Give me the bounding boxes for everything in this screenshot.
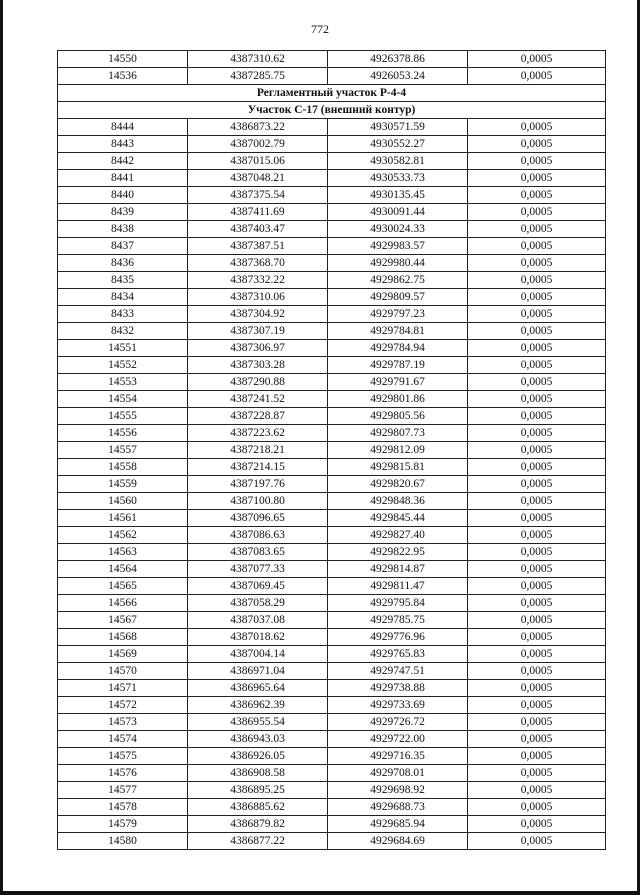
x-coordinate-cell: 4387241.52 <box>188 391 328 408</box>
point-number-cell: 14573 <box>58 714 188 731</box>
x-coordinate-cell: 4387290.88 <box>188 374 328 391</box>
accuracy-cell: 0,0005 <box>468 799 606 816</box>
table-row <box>58 612 606 629</box>
x-coordinate-cell: 4387197.76 <box>188 476 328 493</box>
table-row <box>58 527 606 544</box>
x-coordinate-cell: 4387332.22 <box>188 272 328 289</box>
x-coordinate-cell: 4387307.19 <box>188 323 328 340</box>
table-row <box>58 459 606 476</box>
table-row <box>58 476 606 493</box>
accuracy-cell: 0,0005 <box>468 816 606 833</box>
table-row <box>58 782 606 799</box>
point-number-cell: 14567 <box>58 612 188 629</box>
point-number-cell: 14568 <box>58 629 188 646</box>
y-coordinate-cell: 4929797.23 <box>328 306 468 323</box>
y-coordinate-cell: 4930571.59 <box>328 119 468 136</box>
point-number-cell: 14574 <box>58 731 188 748</box>
scan-edge-left <box>0 0 3 895</box>
y-coordinate-cell: 4929805.56 <box>328 408 468 425</box>
point-number-cell: 8436 <box>58 255 188 272</box>
accuracy-cell: 0,0005 <box>468 595 606 612</box>
y-coordinate-cell: 4926053.24 <box>328 68 468 85</box>
table-row <box>58 731 606 748</box>
x-coordinate-cell: 4387228.87 <box>188 408 328 425</box>
table-row <box>58 833 606 850</box>
point-number-cell: 14564 <box>58 561 188 578</box>
point-number-cell: 14552 <box>58 357 188 374</box>
table-row <box>58 51 606 68</box>
y-coordinate-cell: 4929776.96 <box>328 629 468 646</box>
accuracy-cell: 0,0005 <box>468 714 606 731</box>
x-coordinate-cell: 4387403.47 <box>188 221 328 238</box>
accuracy-cell: 0,0005 <box>468 187 606 204</box>
point-number-cell: 14569 <box>58 646 188 663</box>
point-number-cell: 8441 <box>58 170 188 187</box>
x-coordinate-cell: 4387387.51 <box>188 238 328 255</box>
x-coordinate-cell: 4387004.14 <box>188 646 328 663</box>
y-coordinate-cell: 4929726.72 <box>328 714 468 731</box>
table-row <box>58 646 606 663</box>
accuracy-cell: 0,0005 <box>468 68 606 85</box>
x-coordinate-cell: 4387083.65 <box>188 544 328 561</box>
point-number-cell: 14566 <box>58 595 188 612</box>
point-number-cell: 8440 <box>58 187 188 204</box>
table-row <box>58 765 606 782</box>
y-coordinate-cell: 4930091.44 <box>328 204 468 221</box>
point-number-cell: 14558 <box>58 459 188 476</box>
accuracy-cell: 0,0005 <box>468 578 606 595</box>
table-row <box>58 629 606 646</box>
point-number-cell: 14554 <box>58 391 188 408</box>
x-coordinate-cell: 4387069.45 <box>188 578 328 595</box>
table-row <box>58 289 606 306</box>
x-coordinate-cell: 4387086.63 <box>188 527 328 544</box>
y-coordinate-cell: 4930582.81 <box>328 153 468 170</box>
accuracy-cell: 0,0005 <box>468 136 606 153</box>
accuracy-cell: 0,0005 <box>468 425 606 442</box>
x-coordinate-cell: 4387048.21 <box>188 170 328 187</box>
point-number-cell: 8443 <box>58 136 188 153</box>
x-coordinate-cell: 4387058.29 <box>188 595 328 612</box>
table-row <box>58 442 606 459</box>
x-coordinate-cell: 4387037.08 <box>188 612 328 629</box>
table-row <box>58 340 606 357</box>
x-coordinate-cell: 4386971.04 <box>188 663 328 680</box>
x-coordinate-cell: 4387015.06 <box>188 153 328 170</box>
table-row <box>58 68 606 85</box>
y-coordinate-cell: 4929812.09 <box>328 442 468 459</box>
point-number-cell: 14553 <box>58 374 188 391</box>
point-number-cell: 14556 <box>58 425 188 442</box>
point-number-cell: 8438 <box>58 221 188 238</box>
y-coordinate-cell: 4929733.69 <box>328 697 468 714</box>
point-number-cell: 14565 <box>58 578 188 595</box>
point-number-cell: 8435 <box>58 272 188 289</box>
point-number-cell: 8432 <box>58 323 188 340</box>
table-row <box>58 578 606 595</box>
x-coordinate-cell: 4387285.75 <box>188 68 328 85</box>
y-coordinate-cell: 4929716.35 <box>328 748 468 765</box>
y-coordinate-cell: 4929738.88 <box>328 680 468 697</box>
accuracy-cell: 0,0005 <box>468 476 606 493</box>
y-coordinate-cell: 4929848.36 <box>328 493 468 510</box>
point-number-cell: 14579 <box>58 816 188 833</box>
point-number-cell: 14578 <box>58 799 188 816</box>
x-coordinate-cell: 4386873.22 <box>188 119 328 136</box>
x-coordinate-cell: 4387368.70 <box>188 255 328 272</box>
table-row <box>58 425 606 442</box>
accuracy-cell: 0,0005 <box>468 255 606 272</box>
y-coordinate-cell: 4929811.47 <box>328 578 468 595</box>
table-row <box>58 816 606 833</box>
accuracy-cell: 0,0005 <box>468 170 606 187</box>
point-number-cell: 14562 <box>58 527 188 544</box>
accuracy-cell: 0,0005 <box>468 629 606 646</box>
y-coordinate-cell: 4929784.94 <box>328 340 468 357</box>
accuracy-cell: 0,0005 <box>468 272 606 289</box>
accuracy-cell: 0,0005 <box>468 782 606 799</box>
y-coordinate-cell: 4929820.67 <box>328 476 468 493</box>
x-coordinate-cell: 4386943.03 <box>188 731 328 748</box>
accuracy-cell: 0,0005 <box>468 493 606 510</box>
table-row <box>58 153 606 170</box>
x-coordinate-cell: 4386908.58 <box>188 765 328 782</box>
accuracy-cell: 0,0005 <box>468 323 606 340</box>
point-number-cell: 14572 <box>58 697 188 714</box>
x-coordinate-cell: 4387303.28 <box>188 357 328 374</box>
table-row <box>58 221 606 238</box>
point-number-cell: 14536 <box>58 68 188 85</box>
table-row <box>58 561 606 578</box>
accuracy-cell: 0,0005 <box>468 731 606 748</box>
table-row <box>58 272 606 289</box>
x-coordinate-cell: 4387214.15 <box>188 459 328 476</box>
y-coordinate-cell: 4929765.83 <box>328 646 468 663</box>
accuracy-cell: 0,0005 <box>468 119 606 136</box>
coordinates-table <box>57 50 606 850</box>
point-number-cell: 8444 <box>58 119 188 136</box>
y-coordinate-cell: 4929815.81 <box>328 459 468 476</box>
table-row <box>58 680 606 697</box>
point-number-cell: 14550 <box>58 51 188 68</box>
y-coordinate-cell: 4930135.45 <box>328 187 468 204</box>
point-number-cell: 14571 <box>58 680 188 697</box>
accuracy-cell: 0,0005 <box>468 612 606 629</box>
section-title: Регламентный участок Р-4-4 <box>58 85 606 102</box>
x-coordinate-cell: 4386885.62 <box>188 799 328 816</box>
table-row <box>58 714 606 731</box>
accuracy-cell: 0,0005 <box>468 391 606 408</box>
accuracy-cell: 0,0005 <box>468 357 606 374</box>
x-coordinate-cell: 4386962.39 <box>188 697 328 714</box>
point-number-cell: 8433 <box>58 306 188 323</box>
accuracy-cell: 0,0005 <box>468 238 606 255</box>
subsection-title-row <box>58 102 606 119</box>
point-number-cell: 14557 <box>58 442 188 459</box>
accuracy-cell: 0,0005 <box>468 646 606 663</box>
y-coordinate-cell: 4926378.86 <box>328 51 468 68</box>
x-coordinate-cell: 4387306.97 <box>188 340 328 357</box>
y-coordinate-cell: 4929708.01 <box>328 765 468 782</box>
x-coordinate-cell: 4387002.79 <box>188 136 328 153</box>
x-coordinate-cell: 4387077.33 <box>188 561 328 578</box>
accuracy-cell: 0,0005 <box>468 289 606 306</box>
accuracy-cell: 0,0005 <box>468 561 606 578</box>
y-coordinate-cell: 4929785.75 <box>328 612 468 629</box>
table-row <box>58 799 606 816</box>
point-number-cell: 14577 <box>58 782 188 799</box>
section-title-row <box>58 85 606 102</box>
table-row <box>58 408 606 425</box>
accuracy-cell: 0,0005 <box>468 697 606 714</box>
table-row <box>58 204 606 221</box>
point-number-cell: 14576 <box>58 765 188 782</box>
x-coordinate-cell: 4387096.65 <box>188 510 328 527</box>
y-coordinate-cell: 4929791.67 <box>328 374 468 391</box>
y-coordinate-cell: 4929814.87 <box>328 561 468 578</box>
y-coordinate-cell: 4930552.27 <box>328 136 468 153</box>
accuracy-cell: 0,0005 <box>468 442 606 459</box>
table-row <box>58 510 606 527</box>
point-number-cell: 14580 <box>58 833 188 850</box>
y-coordinate-cell: 4929801.86 <box>328 391 468 408</box>
point-number-cell: 14560 <box>58 493 188 510</box>
y-coordinate-cell: 4929784.81 <box>328 323 468 340</box>
x-coordinate-cell: 4386879.82 <box>188 816 328 833</box>
table-row <box>58 595 606 612</box>
accuracy-cell: 0,0005 <box>468 544 606 561</box>
table-row <box>58 323 606 340</box>
table-row <box>58 187 606 204</box>
y-coordinate-cell: 4929747.51 <box>328 663 468 680</box>
table-row <box>58 119 606 136</box>
accuracy-cell: 0,0005 <box>468 306 606 323</box>
accuracy-cell: 0,0005 <box>468 153 606 170</box>
accuracy-cell: 0,0005 <box>468 527 606 544</box>
page-number: 772 <box>311 22 329 36</box>
point-number-cell: 14551 <box>58 340 188 357</box>
accuracy-cell: 0,0005 <box>468 680 606 697</box>
point-number-cell: 8434 <box>58 289 188 306</box>
x-coordinate-cell: 4386926.05 <box>188 748 328 765</box>
x-coordinate-cell: 4387411.69 <box>188 204 328 221</box>
x-coordinate-cell: 4387018.62 <box>188 629 328 646</box>
accuracy-cell: 0,0005 <box>468 833 606 850</box>
point-number-cell: 8437 <box>58 238 188 255</box>
accuracy-cell: 0,0005 <box>468 221 606 238</box>
y-coordinate-cell: 4929685.94 <box>328 816 468 833</box>
accuracy-cell: 0,0005 <box>468 748 606 765</box>
x-coordinate-cell: 4387310.62 <box>188 51 328 68</box>
x-coordinate-cell: 4387375.54 <box>188 187 328 204</box>
y-coordinate-cell: 4929822.95 <box>328 544 468 561</box>
y-coordinate-cell: 4929862.75 <box>328 272 468 289</box>
point-number-cell: 14561 <box>58 510 188 527</box>
table-row <box>58 663 606 680</box>
table-row <box>58 306 606 323</box>
accuracy-cell: 0,0005 <box>468 51 606 68</box>
x-coordinate-cell: 4387218.21 <box>188 442 328 459</box>
accuracy-cell: 0,0005 <box>468 663 606 680</box>
table-row <box>58 357 606 374</box>
accuracy-cell: 0,0005 <box>468 510 606 527</box>
x-coordinate-cell: 4386895.25 <box>188 782 328 799</box>
table-row <box>58 374 606 391</box>
x-coordinate-cell: 4387223.62 <box>188 425 328 442</box>
table-row <box>58 493 606 510</box>
accuracy-cell: 0,0005 <box>468 408 606 425</box>
scan-edge-bottom <box>0 891 640 895</box>
table-row <box>58 238 606 255</box>
x-coordinate-cell: 4387304.92 <box>188 306 328 323</box>
point-number-cell: 8439 <box>58 204 188 221</box>
accuracy-cell: 0,0005 <box>468 340 606 357</box>
point-number-cell: 8442 <box>58 153 188 170</box>
y-coordinate-cell: 4930024.33 <box>328 221 468 238</box>
y-coordinate-cell: 4929845.44 <box>328 510 468 527</box>
y-coordinate-cell: 4929722.00 <box>328 731 468 748</box>
y-coordinate-cell: 4929688.73 <box>328 799 468 816</box>
point-number-cell: 14559 <box>58 476 188 493</box>
y-coordinate-cell: 4929787.19 <box>328 357 468 374</box>
table-row <box>58 391 606 408</box>
x-coordinate-cell: 4386955.54 <box>188 714 328 731</box>
y-coordinate-cell: 4929809.57 <box>328 289 468 306</box>
point-number-cell: 14570 <box>58 663 188 680</box>
accuracy-cell: 0,0005 <box>468 374 606 391</box>
y-coordinate-cell: 4929698.92 <box>328 782 468 799</box>
point-number-cell: 14555 <box>58 408 188 425</box>
x-coordinate-cell: 4386965.64 <box>188 680 328 697</box>
y-coordinate-cell: 4929795.84 <box>328 595 468 612</box>
y-coordinate-cell: 4930533.73 <box>328 170 468 187</box>
y-coordinate-cell: 4929684.69 <box>328 833 468 850</box>
accuracy-cell: 0,0005 <box>468 204 606 221</box>
table-row <box>58 697 606 714</box>
y-coordinate-cell: 4929807.73 <box>328 425 468 442</box>
x-coordinate-cell: 4386877.22 <box>188 833 328 850</box>
table-row <box>58 170 606 187</box>
x-coordinate-cell: 4387310.06 <box>188 289 328 306</box>
x-coordinate-cell: 4387100.80 <box>188 493 328 510</box>
point-number-cell: 14563 <box>58 544 188 561</box>
table-row <box>58 255 606 272</box>
y-coordinate-cell: 4929980.44 <box>328 255 468 272</box>
y-coordinate-cell: 4929827.40 <box>328 527 468 544</box>
subsection-title: Участок С-17 (внешний контур) <box>58 102 606 119</box>
table-row <box>58 136 606 153</box>
point-number-cell: 14575 <box>58 748 188 765</box>
table-row <box>58 544 606 561</box>
accuracy-cell: 0,0005 <box>468 765 606 782</box>
y-coordinate-cell: 4929983.57 <box>328 238 468 255</box>
accuracy-cell: 0,0005 <box>468 459 606 476</box>
table-row <box>58 748 606 765</box>
